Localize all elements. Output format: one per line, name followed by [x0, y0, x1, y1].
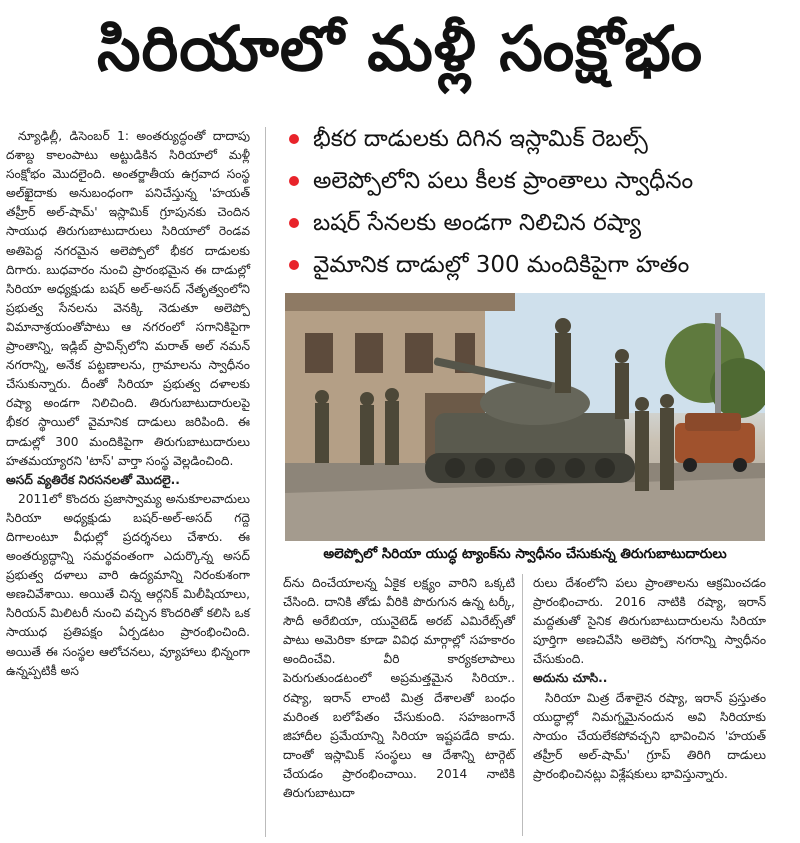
- highlight-item: [283, 118, 783, 160]
- bullet-icon: [289, 260, 299, 270]
- highlight-item: [283, 160, 783, 202]
- highlight-item: [283, 202, 783, 244]
- article-column-1: [6, 127, 250, 681]
- article-subheading: అసద్ వ్యతిరేక నిరసనలతో మొదలై..: [6, 472, 180, 487]
- article-paragraph: ద్‌ను దించేయాలన్న ఏకైక లక్ష్యం వారిని ఒక్కటి చేసింది. దానికి తోడు వీరికి పొరుగున ఉన్న టర్కీ, సౌదీ అరేబియా, యునైటెడ్ అరబ్ ఎమిరేట్స్‌తో పాటు అమెరికా కూడా వివిధ మార్గాల్లో సహకారం అందించేవి. వీరి కార్యకలాపాలు పెరుగుతుండటంలో అప్రమత్తమైన సిరియా.. రష్యా, ఇరాన్ లాంటి మిత్ర దేశాలతో బంధం మరింత బలోపేతం చేసుకుంది. సహజంగానే జిహాదీల ప్రమేయాన్ని సిరియా ఇష్టపడేది కాదు. దాంతో ఇస్లామిక్ సంస్థలు ఆ దేశాన్ని టార్గెట్ చేయడం ప్రారంభించాయి. 2014 నాటికి తిరుగుబాటుదా: [283, 576, 515, 801]
- article-paragraph: రులు దేశంలోని పలు ప్రాంతాలను ఆక్రమించడం ప్రారంభించారు. 2016 నాటికి రష్యా, ఇరాన్ మద్దతుతో సైనిక తిరుగుబాటుదారులను సిరియా పూర్తిగా అణచివేసి అలెప్పో నగరాన్ని స్వాధీనం చేసుకుంది.: [533, 576, 766, 667]
- bullet-icon: [289, 176, 299, 186]
- highlight-text: భీకర దాడులకు దిగిన ఇస్లామిక్ రెబల్స్: [313, 126, 648, 152]
- photo-caption: అలెప్పోలో సిరియా యుద్ధ ట్యాంక్‌ను స్వాధీనం చేసుకున్న తిరుగుబాటుదారులు: [283, 541, 767, 567]
- headline: సిరియాలో మళ్లీ సంక్షోభం: [96, 12, 704, 85]
- highlight-text: అలెప్పోలోని పలు కీలక ప్రాంతాలు స్వాధీనం: [313, 168, 694, 194]
- bullet-icon: [289, 218, 299, 228]
- article-subheading: అదును చూసి..: [533, 671, 608, 686]
- news-photo: [285, 293, 765, 541]
- article-paragraph: సిరియా మిత్ర దేశాలైన రష్యా, ఇరాన్ ప్రస్తుతం యుద్ధాల్లో నిమగ్నమైనందున అవి సిరియాకు సాయం చేయలేకపోవచ్చని భావించిన 'హయత్ తహ్రీర్ అల్-షామ్' గ్రూప్ తిరిగి దాడులు ప్రారంభించినట్లు విశ్లేషకులు భావిస్తున్నారు.: [533, 690, 766, 781]
- column-divider: [522, 574, 523, 836]
- article-paragraph: న్యూఢిల్లీ, డిసెంబర్ 1: అంతర్యుద్ధంతో దాదాపు దశాబ్ద కాలంపాటు అట్టుడికిన సిరియాలో మళ్లీ సంక్షోభం మొదలైంది. అంతర్జాతీయ ఉగ్రవాద సంస్థ అల్‌ఖైదాకు అనుబంధంగా పనిచేస్తున్న 'హయత్ తహ్రీర్ అల్-షామ్' ఇస్లామిక్ గ్రూపునకు చెందిన సాయుధ తిరుగుబాటుదారులు సిరియాలో రెండవ అతిపెద్ద నగరమైన అలెప్పోలో భీకర దాడులకు దిగారు. బుధవారం నుంచి ప్రారంభమైన ఈ దాడుల్లో సిరియా అధ్యక్షుడు బషర్ అల్-అసద్ నేతృత్వంలోని ప్రభుత్వ సేనలను వెనక్కి నెడుతూ అలెప్పో విమానాశ్రయంతోపాటు ఆ నగరంలో సగానికిపైగా ప్రాంతాన్ని, ఇడ్లిబ్ ప్రావిన్స్‌లోని మరాత్ అల్ నమన్ నగరాన్ని, అనేక పట్టణాలను, గ్రామాలను స్వాధీనం చేసుకున్నారు. దీంతో సిరియా ప్రభుత్వ దళాలకు రష్యా అండగా నిలిచింది. తిరుగుబాటుదారులపై భీకర స్థాయిలో వైమానిక దాడులు జరిపింది. ఈ దాడుల్లో 300 మందికిపైగా తిరుగుబాటుదారులు హతమయ్యారని 'టాస్' వార్తా సంస్థ వెల్లడించింది.: [6, 129, 250, 468]
- highlight-text: బషర్ సేనలకు అండగా నిలిచిన రష్యా: [313, 210, 642, 236]
- highlights-list: [283, 118, 783, 286]
- bullet-icon: [289, 134, 299, 144]
- article-column-2: [283, 574, 515, 803]
- article-paragraph: 2011లో కొందరు ప్రజాస్వామ్య అనుకూలవాదులు సిరియా అధ్యక్షుడు బషర్-అల్-అసద్ గద్దె దిగాలంటూ వీధుల్లో ప్రదర్శనలు చేశారు. ఈ అంతర్యుద్ధాన్ని సమర్థవంతంగా ఎదుర్కొన్న అసద్ ప్రభుత్వ దళాలు వారి ఉద్యమాన్ని నిరంకుశంగా అణచివేశాయి. అయితే చిన్న ఆర్గనిక్ మిలీషియాలు, సిరియన్ మిలిటరీ నుంచి వచ్చిన కొందరితో కలిసి ఒక సాయుధ ప్రతిపక్షం ఏర్పడటం ప్రారంభించింది. అయితే ఈ సంస్థల ఆలోచనలు, వ్యూహాలు భిన్నంగా ఉన్నప్పటికీ అస: [6, 491, 250, 678]
- tank-photo-illustration: [285, 293, 765, 541]
- highlight-item: [283, 244, 783, 286]
- highlight-text: వైమానిక దాడుల్లో 300 మందికిపైగా హతం: [313, 252, 690, 278]
- column-divider: [265, 127, 266, 837]
- article-column-3: [533, 574, 766, 784]
